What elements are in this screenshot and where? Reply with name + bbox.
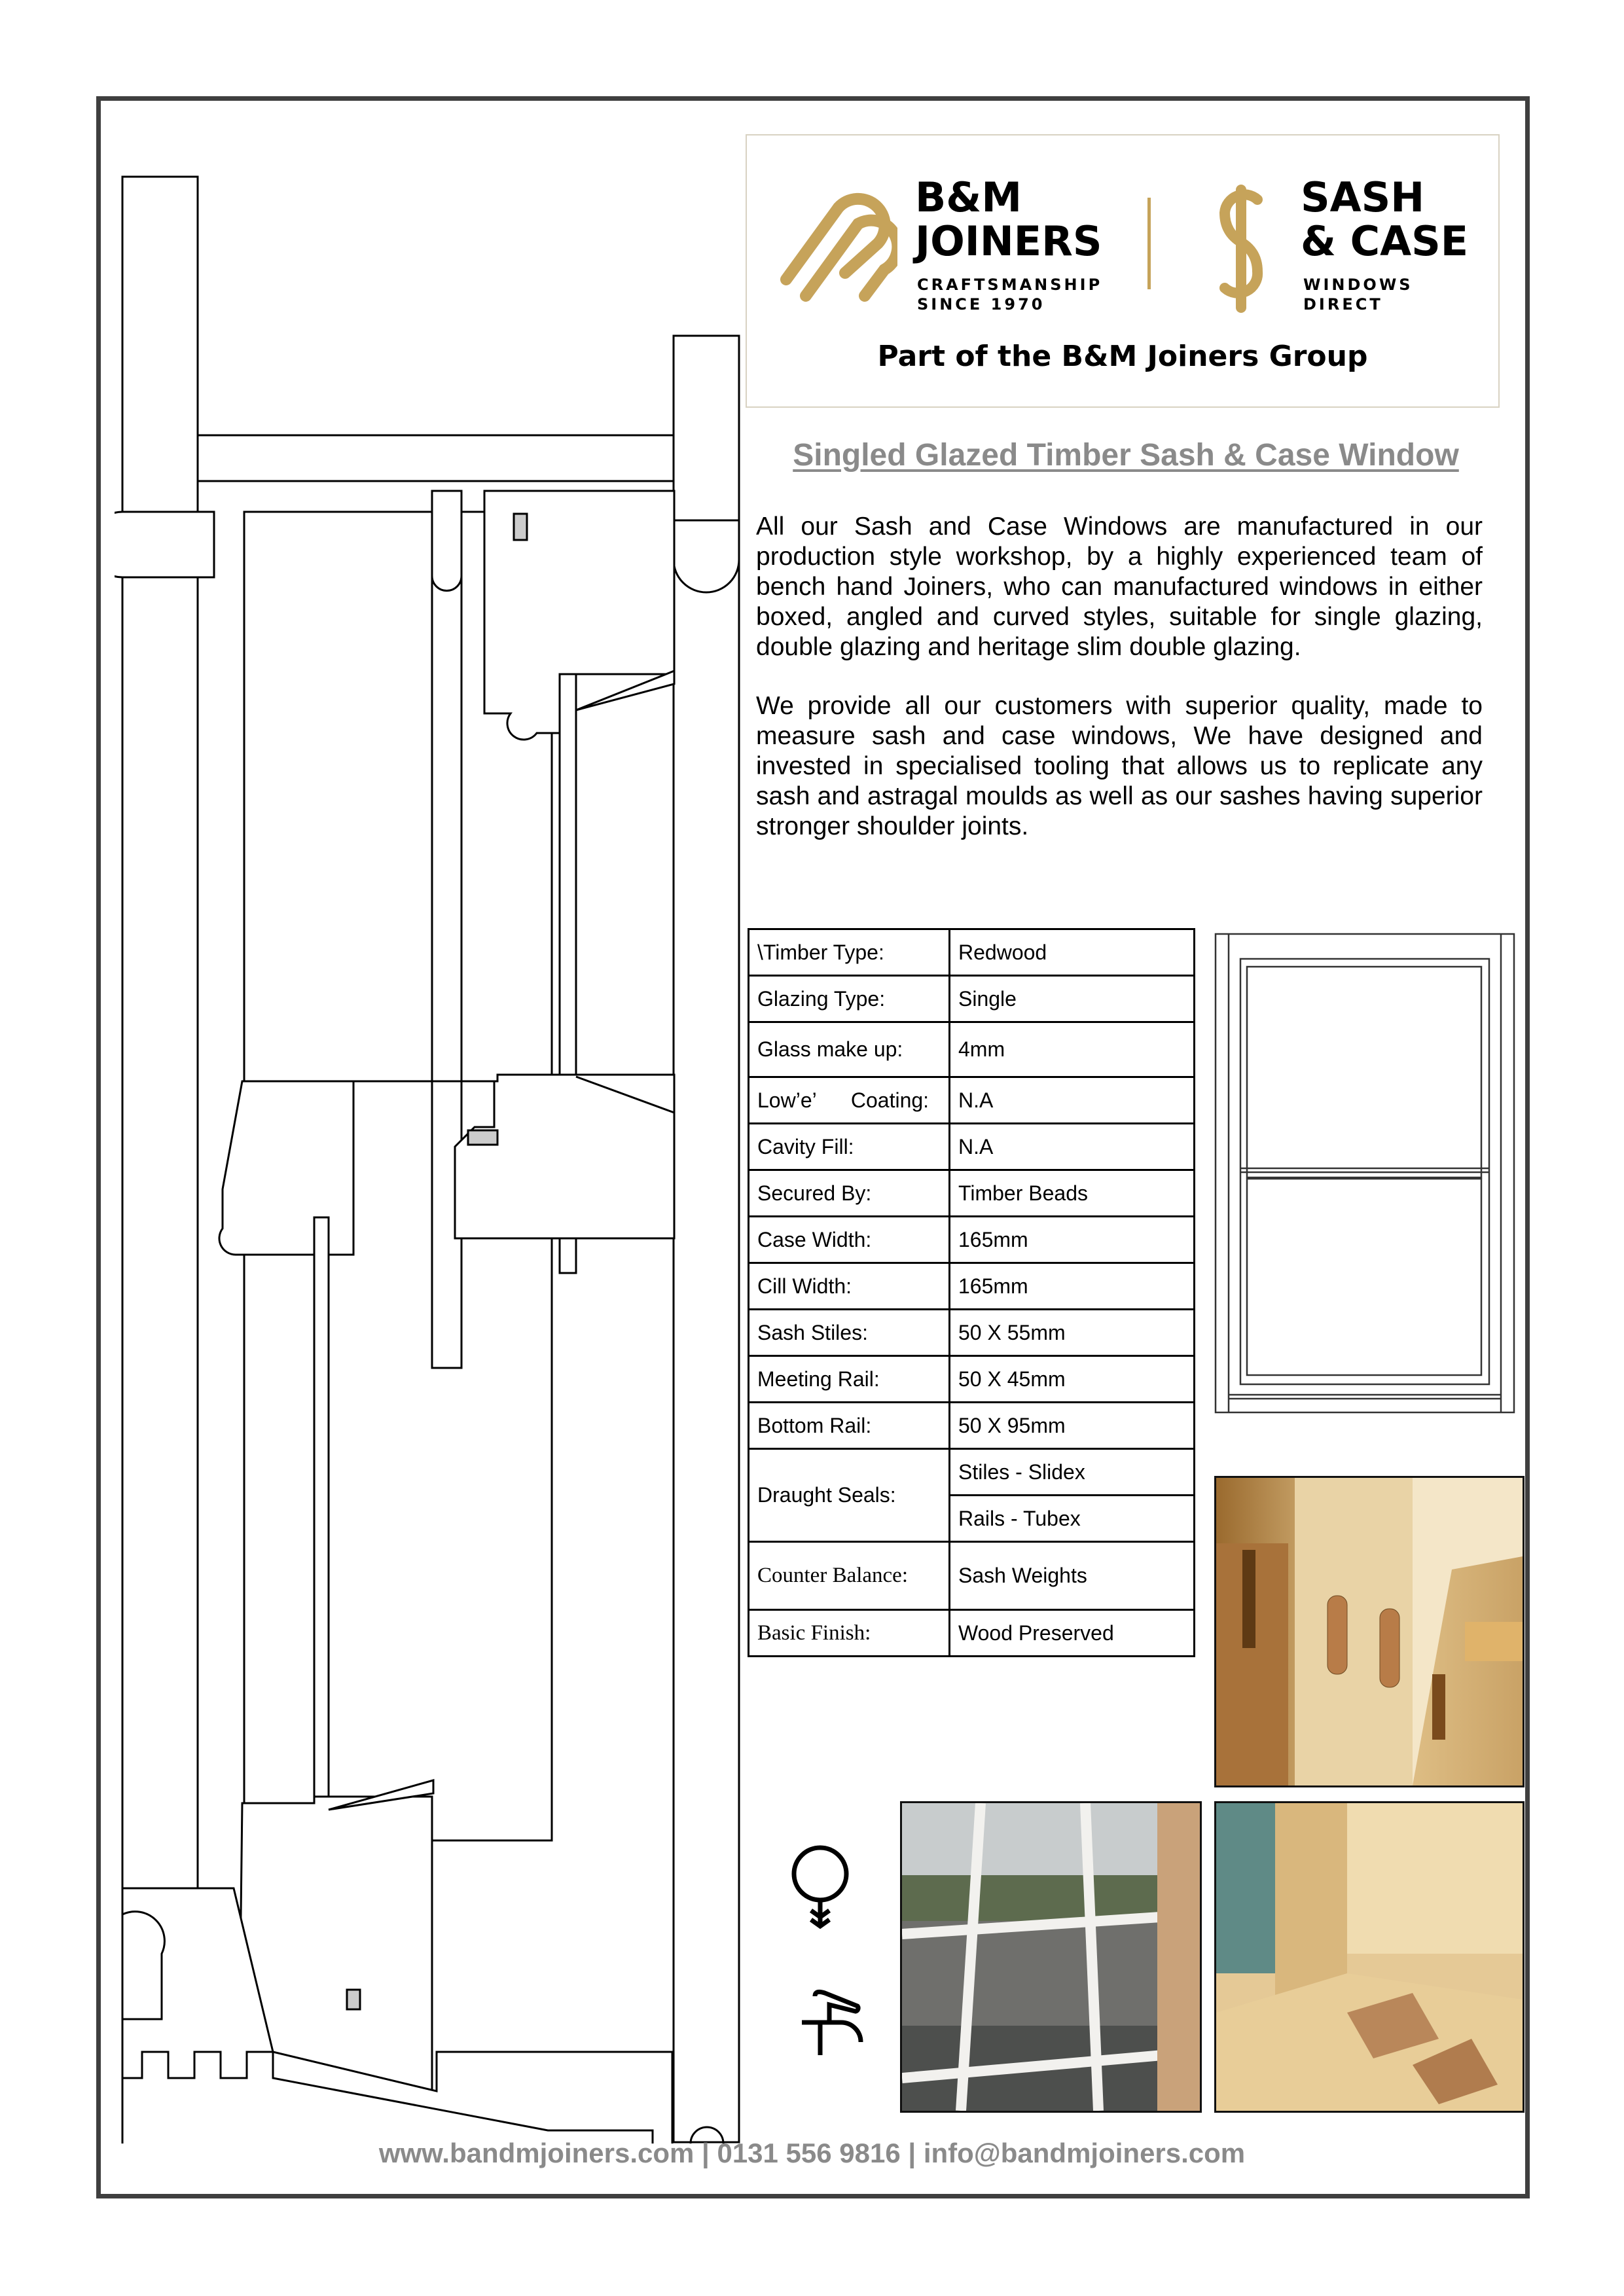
spec-value: 165mm	[950, 1263, 1195, 1310]
spec-label: Cill Width:	[749, 1263, 950, 1310]
table-row	[749, 1356, 1195, 1403]
pulley-photo	[1214, 1476, 1525, 1787]
spec-label: Low’e’ Coating:	[749, 1077, 950, 1124]
spec-label: Glass make up:	[749, 1022, 950, 1077]
bm-monogram-icon	[767, 181, 897, 312]
table-row	[749, 1124, 1195, 1170]
spec-label: Draught Seals:	[749, 1449, 950, 1542]
sash-case-tagline-line1: WINDOWS	[1303, 276, 1413, 294]
spec-value: 50 X 45mm	[950, 1356, 1195, 1403]
spec-label: Basic Finish:	[749, 1610, 950, 1657]
spec-label: Case Width:	[749, 1217, 950, 1263]
brand-logo-panel	[746, 134, 1500, 408]
spec-value: 4mm	[950, 1022, 1195, 1077]
spec-value: Sash Weights	[950, 1542, 1195, 1610]
cill-detail-photo	[1214, 1801, 1525, 2113]
astragal-window-photo	[900, 1801, 1202, 2113]
footer-contact-line: www.bandmjoiners.com | 0131 556 9816 | info@bandmjoiners.com	[378, 2138, 1246, 2168]
table-row	[749, 1449, 1195, 1496]
spec-value: Timber Beads	[950, 1170, 1195, 1217]
quality-paragraph: We provide all our customers with superior quality, made to measure sash and case windows, We have designed and invested in specialised tooling that allows us to replicate any sash and astragal moulds as well as our sashes having superior stronger shoulder joints.	[756, 692, 1483, 840]
sash-case-name-line1: SASH	[1301, 173, 1425, 221]
table-row	[749, 1610, 1195, 1657]
table-row	[749, 1403, 1195, 1449]
spec-label: Sash Stiles:	[749, 1310, 950, 1356]
tubex-seal-icon	[789, 1842, 854, 1937]
specification-table	[748, 928, 1195, 1657]
slidex-seal-icon	[795, 1986, 867, 2062]
spec-value: N.A	[950, 1077, 1195, 1124]
spec-value: 165mm	[950, 1217, 1195, 1263]
spec-label: Meeting Rail:	[749, 1356, 950, 1403]
spec-label: Glazing Type:	[749, 976, 950, 1022]
table-row	[749, 1170, 1195, 1217]
bm-name-line2: JOINERS	[915, 217, 1102, 265]
spec-value: Stiles - Slidex	[950, 1449, 1195, 1496]
window-elevation-drawing	[1214, 933, 1515, 1417]
spec-label: Counter Balance:	[749, 1542, 950, 1610]
table-row	[749, 1310, 1195, 1356]
bm-tagline-line1: CRAFTSMANSHIP	[917, 276, 1103, 294]
table-row	[749, 976, 1195, 1022]
window-section-drawing	[115, 167, 769, 2144]
table-row	[749, 1217, 1195, 1263]
spec-value: Redwood	[950, 929, 1195, 976]
spec-label: Cavity Fill:	[749, 1124, 950, 1170]
spec-value: 50 X 95mm	[950, 1403, 1195, 1449]
spec-value: N.A	[950, 1124, 1195, 1170]
table-row	[749, 1022, 1195, 1077]
bm-tagline-line2: SINCE 1970	[917, 295, 1045, 314]
spec-label: Secured By:	[749, 1170, 950, 1217]
spec-label: Bottom Rail:	[749, 1403, 950, 1449]
group-affiliation: Part of the B&M Joiners Group	[877, 340, 1368, 373]
spec-value: 50 X 55mm	[950, 1310, 1195, 1356]
spec-label: \Timber Type:	[749, 929, 950, 976]
spec-value: Wood Preserved	[950, 1610, 1195, 1657]
spec-value: Rails - Tubex	[950, 1496, 1195, 1542]
sash-case-monogram-icon	[1205, 180, 1277, 317]
bm-name-line1: B&M	[915, 173, 1022, 221]
brand-divider	[1147, 198, 1151, 289]
table-row	[749, 1077, 1195, 1124]
intro-paragraph: All our Sash and Case Windows are manufactured in our production style workshop, by a highly experienced team of bench hand Joiners, who can manufactured windows in either boxed, angled and curved styles, suitable for single glazing, double glazing and heritage slim double glazing.	[756, 512, 1483, 661]
table-row	[749, 1542, 1195, 1610]
sash-case-tagline-line2: DIRECT	[1303, 295, 1383, 314]
table-row	[749, 929, 1195, 976]
sash-case-name-line2: & CASE	[1301, 217, 1469, 265]
spec-value: Single	[950, 976, 1195, 1022]
document-title: Singled Glazed Timber Sash & Case Window	[793, 438, 1459, 473]
table-row	[749, 1263, 1195, 1310]
